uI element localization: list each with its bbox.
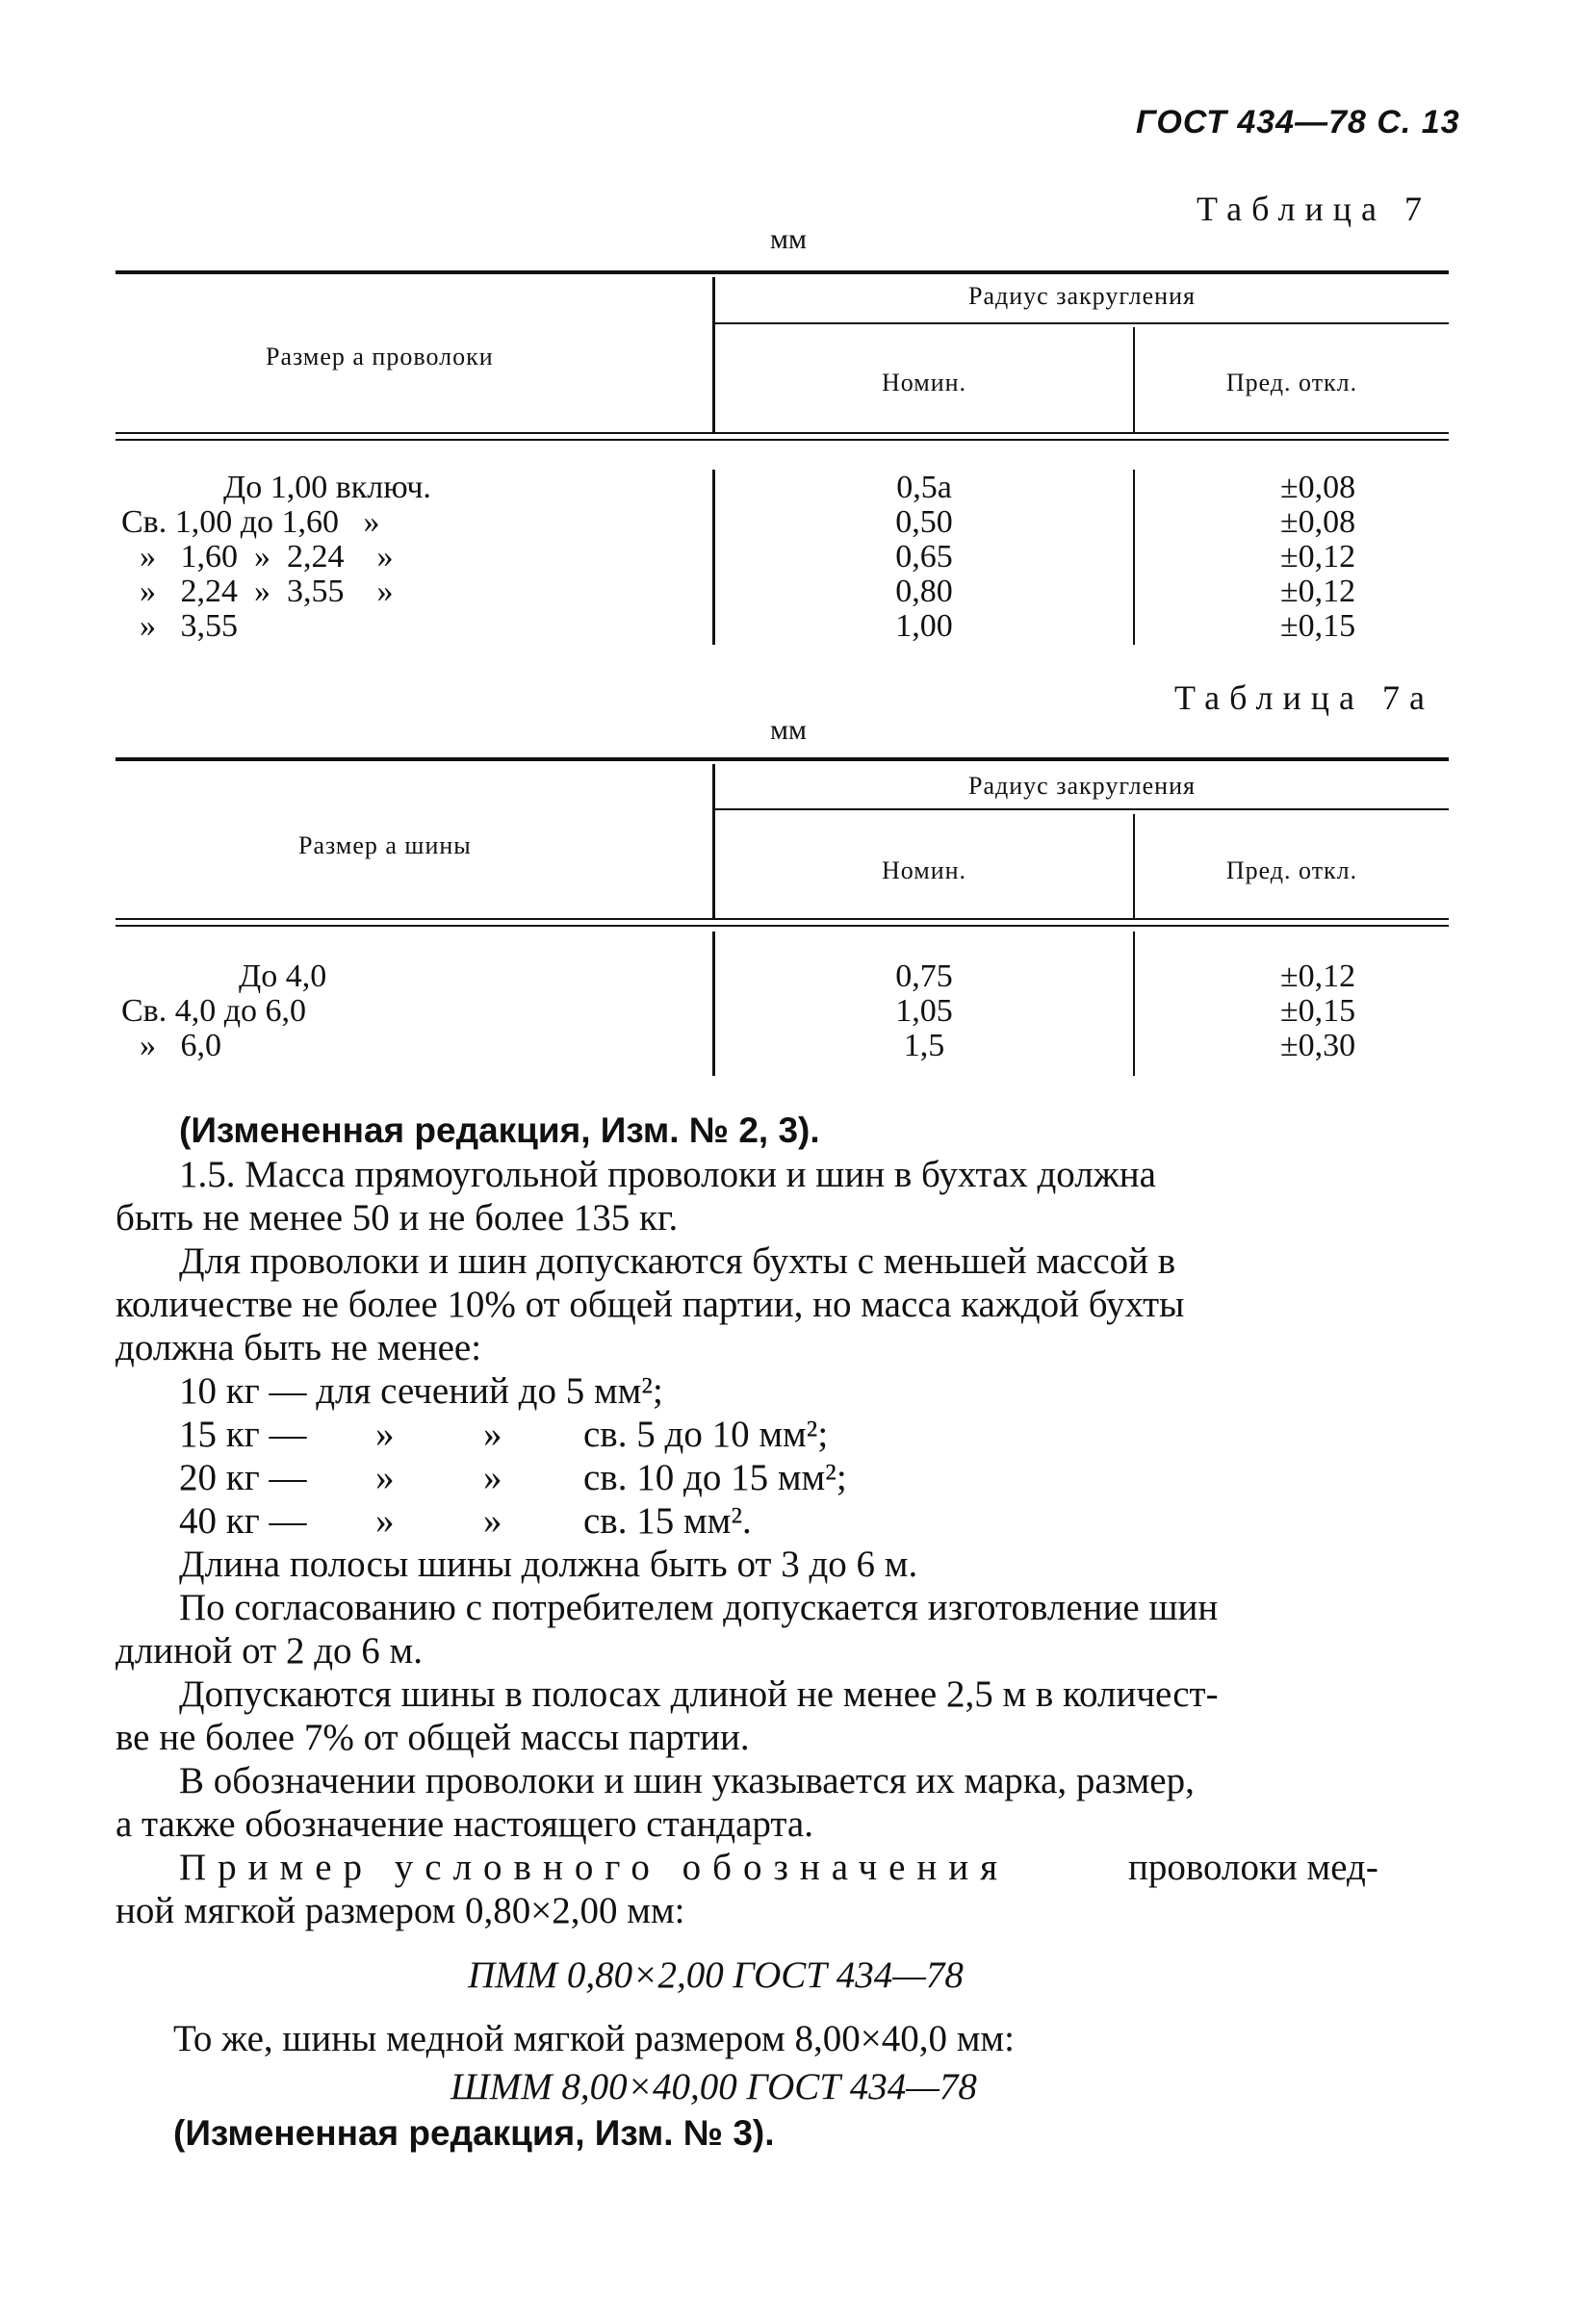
table-cell: Св. 4,0 до 6,0 (121, 993, 307, 1029)
table-cell: 0,50 (895, 504, 953, 540)
table-cell: ±0,08 (1280, 504, 1356, 540)
table-cell: ±0,12 (1280, 539, 1356, 575)
table7a-col-tolerance: Пред. откл. (1225, 856, 1358, 884)
page-header: ГОСТ 434—78 С. 13 (1136, 104, 1460, 140)
amendment-note-1: (Измененная редакция, Изм. № 2, 3). (179, 1111, 820, 1150)
table-cell: 1,05 (895, 993, 953, 1029)
table7-caption: Таблица 7 (1197, 190, 1431, 228)
list-item-mass: 15 кг — (179, 1414, 307, 1455)
table-cell: Св. 1,00 до 1,60 » (121, 504, 380, 540)
table-cell: ±0,12 (1280, 958, 1356, 994)
example-intro-rest: проволоки мед- (1128, 1847, 1378, 1888)
example-intro-spaced: Пример условного обозначения (179, 1847, 1010, 1888)
table7-col-tolerance: Пред. откл. (1225, 369, 1358, 396)
ditto-mark: » (483, 1457, 502, 1498)
table-cell: До 4,0 (239, 958, 327, 994)
table-cell: 0,5a (896, 470, 952, 505)
table-cell: 0,75 (895, 958, 953, 994)
table7-top-rule (116, 270, 1449, 274)
list-item-range: св. 15 мм². (583, 1500, 752, 1542)
ditto-mark: » (375, 1414, 395, 1455)
table-cell: 0,80 (895, 574, 953, 609)
example-intro-line-2: ной мягкой размером 0,80×2,00 мм: (116, 1890, 685, 1931)
list-item-mass: 20 кг — (179, 1457, 307, 1498)
mass-list-item-1: 10 кг — для сечений до 5 мм²; (179, 1370, 663, 1412)
table7a-group-rule (715, 808, 1449, 810)
table-cell: » 6,0 (140, 1028, 221, 1063)
table-cell: ±0,15 (1280, 608, 1356, 644)
paragraph-1-5-line-2: быть не менее 50 и не более 135 кг. (116, 1197, 679, 1239)
table-cell: 1,5 (903, 1028, 945, 1063)
ditto-mark: » (483, 1414, 502, 1455)
table-cell: » 2,24 » 3,55 » (140, 574, 394, 609)
list-item-mass: 40 кг — (179, 1500, 307, 1542)
paragraph-8: То же, шины медной мягкой размером 8,00×40,0 мм: (173, 2018, 1015, 2059)
table-cell: До 1,00 включ. (223, 470, 431, 505)
paragraph-5-line-1: Допускаются шины в полосах длиной не менее 2,5 м в количест- (179, 1673, 1219, 1715)
amendment-note-2: (Измененная редакция, Изм. № 3). (173, 2113, 775, 2153)
paragraph-5-line-2: ве не более 7% от общей массы партии. (116, 1717, 750, 1758)
table-cell: » 3,55 (140, 608, 238, 644)
paragraph-3: Длина полосы шины должна быть от 3 до 6 м. (179, 1544, 918, 1585)
table7-header-rule-1 (116, 432, 1449, 434)
table7-header-rule-2 (116, 439, 1449, 441)
ditto-mark: » (375, 1457, 395, 1498)
designation-example-bus: ШММ 8,00×40,00 ГОСТ 434—78 (450, 2066, 977, 2107)
paragraph-4-line-1: По согласованию с потребителем допускается изготовление шин (179, 1587, 1219, 1628)
list-item-range: св. 5 до 10 мм²; (583, 1414, 829, 1455)
ditto-mark: » (483, 1500, 502, 1542)
paragraph-2-line-1: Для проволоки и шин допускаются бухты с меньшей массой в (179, 1240, 1176, 1282)
table-cell: 1,00 (895, 608, 953, 644)
table7-col-nominal: Номин. (881, 369, 967, 396)
table7-col-group: Радиус закругления (968, 282, 1196, 310)
paragraph-2-line-3: должна быть не менее: (116, 1327, 482, 1368)
table7-col-size: Размер a проволоки (266, 343, 494, 370)
paragraph-4-line-2: длиной от 2 до 6 м. (116, 1630, 423, 1672)
list-item-range: св. 10 до 15 мм²; (583, 1457, 847, 1498)
table7a-header-rule-1 (116, 918, 1449, 920)
paragraph-1-5-line-1: 1.5. Масса прямоугольной проволоки и шин в бухтах должна (179, 1154, 1156, 1195)
table-cell: ±0,08 (1280, 470, 1356, 505)
table-cell: » 1,60 » 2,24 » (140, 539, 394, 575)
table7a-col-group: Радиус закругления (968, 772, 1196, 800)
table7-group-rule (715, 322, 1449, 324)
ditto-mark: » (375, 1500, 395, 1542)
paragraph-6-line-2: а также обозначение настоящего стандарта. (116, 1803, 813, 1845)
table7-unit: мм (770, 223, 807, 255)
table-cell: 0,65 (895, 539, 953, 575)
paragraph-6-line-1: В обозначении проволоки и шин указывается их марка, размер, (179, 1760, 1195, 1801)
table7a-top-rule (116, 757, 1449, 761)
table7a-body-divider-2 (1133, 932, 1135, 1076)
table7-body-divider-2 (1133, 470, 1135, 645)
table-cell: ±0,30 (1280, 1028, 1356, 1063)
table7a-caption: Таблица 7а (1174, 678, 1434, 717)
designation-example-wire: ПММ 0,80×2,00 ГОСТ 434—78 (468, 1954, 964, 1996)
table-cell: ±0,15 (1280, 993, 1356, 1029)
table7a-header-rule-2 (116, 925, 1449, 927)
table7a-col-nominal: Номин. (881, 856, 967, 884)
table7a-col-size: Размер a шины (298, 831, 472, 859)
table-cell: ±0,12 (1280, 574, 1356, 609)
table7a-unit: мм (770, 714, 807, 746)
paragraph-2-line-2: количестве не более 10% от общей партии, но масса каждой бухты (116, 1284, 1185, 1325)
